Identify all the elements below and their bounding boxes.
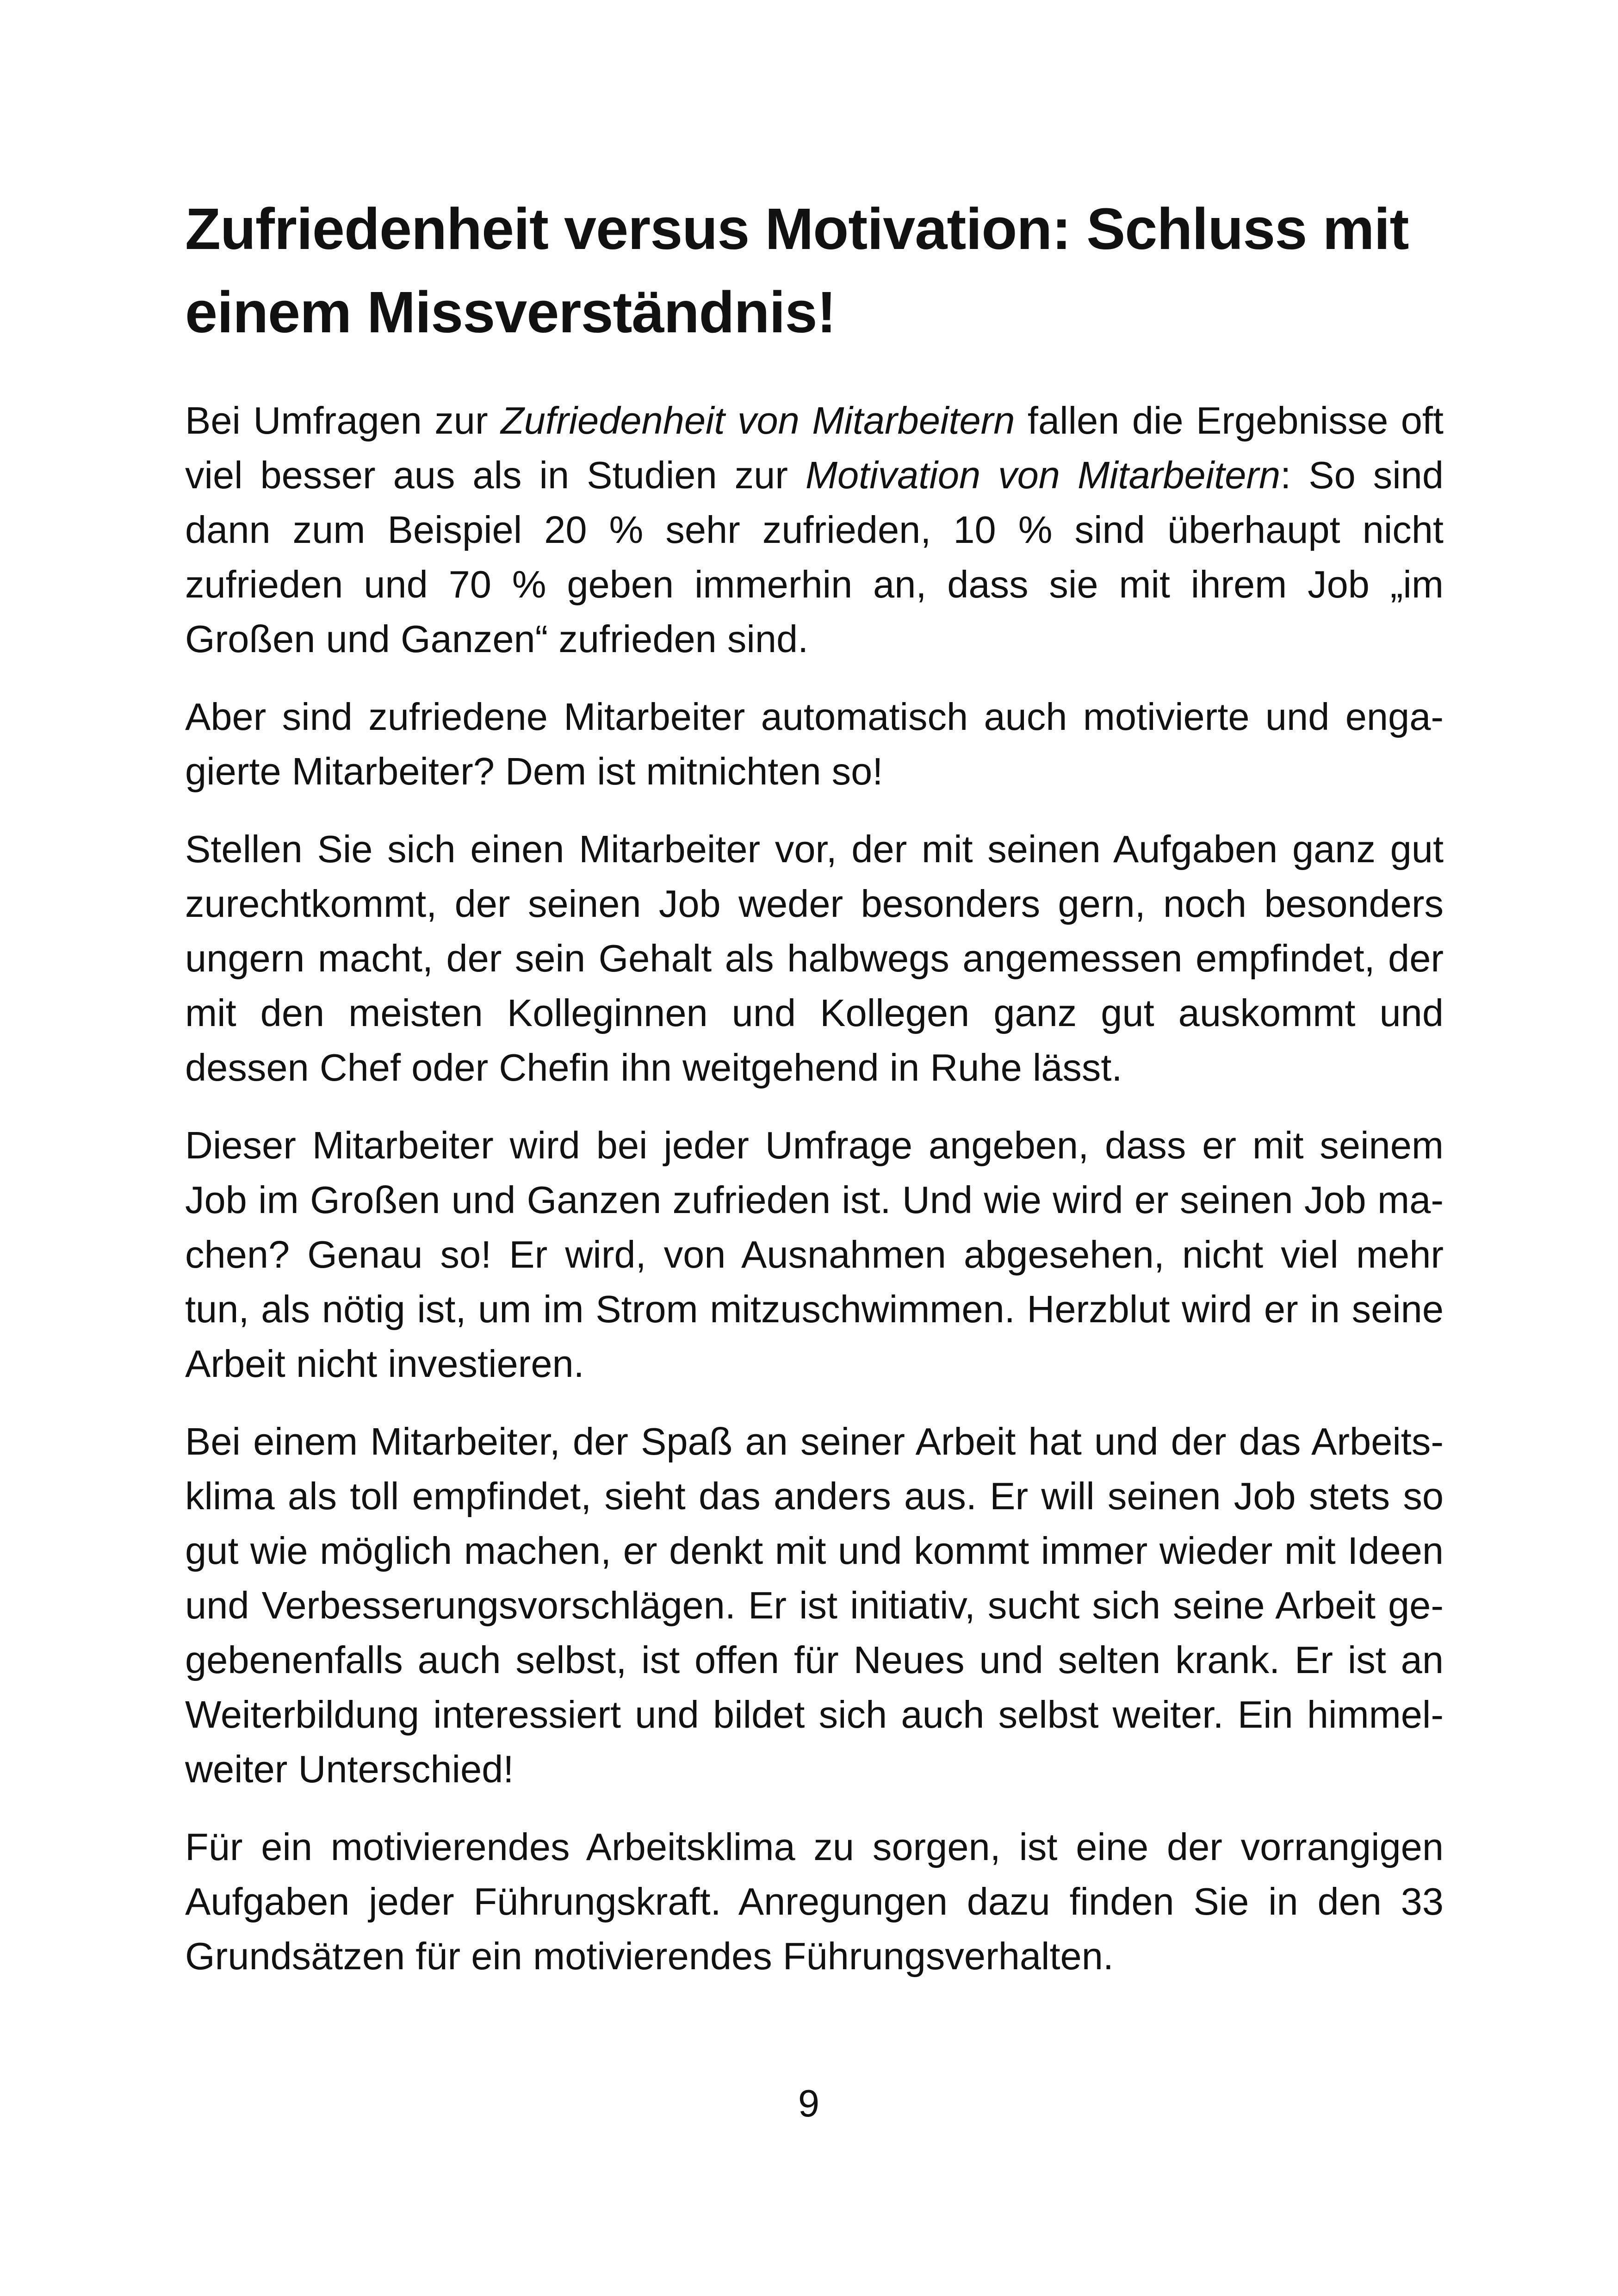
page-title: Zufriedenheit versus Motivation: Schluss mit einem Missverständnis! [185,196,1409,345]
paragraph-2: Aber sind zufriedene Mitarbeiter automatisch auch motivierte und engagierte Mitarbeiter? Dem ist mitnichten so! [185,695,1444,793]
paragraph-1-text-c: fallen die Ergebnisse oft viel besser aus als in Studien zur [185,399,1444,497]
paragraph-6: Für ein motivierendes Arbeitsklima zu sorgen, ist eine der vorrangigen Aufgaben jeder Führungskraft. Anregungen dazu finden Sie in den 33 Grundsätzen für ein motivierendes Führungsverhalten. [185,1825,1444,1978]
paragraph-1-emphasis-satisfaction: Zufriedenheit von Mitarbeitern [501,399,1015,442]
paragraph-3: Stellen Sie sich einen Mitarbeiter vor, der mit seinen Aufgaben ganz gut zurechtkommt, der seinen Job weder besonders gern, noch besonders ungern macht, der sein Gehalt als halbwegs angemessen empfindet, der mit den meisten Kolleginnen und Kollegen ganz gut auskommt und dessen Chef oder Chefin ihn weitgehend in Ruhe lässt. [185,828,1444,1089]
paragraph-1 [185,393,1444,666]
paragraph-1-text-e: : So sind dann zum Beispiel 20 % sehr zufrieden, 10 % sind überhaupt nicht zufrieden und 70 % geben immerhin an, dass sie mit ihrem Job „im Großen und Ganzen“ zufrieden sind. [185,454,1444,660]
paragraph-1-emphasis-motivation: Motivation von Mitarbeitern [805,454,1281,497]
paragraph-4: Dieser Mitarbeiter wird bei jeder Umfrage angeben, dass er mit seinem Job im Großen und Ganzen zufrieden ist. Und wie wird er seinen Job machen? Genau so! Er wird, von Ausnahmen abgesehen, nicht viel mehr tun, als nötig ist, um im Strom mitzuschwimmen. Herzblut wird er in seine Arbeit nicht investieren. [185,1124,1444,1385]
page-number: 9 [798,2082,820,2125]
body-text [185,393,1444,2007]
paragraph-5: Bei einem Mitarbeiter, der Spaß an seiner Arbeit hat und der das Arbeitsklima als toll empfindet, sieht das anders aus. Er will seinen Job stets so gut wie möglich machen, er denkt mit und kommt immer wieder mit Ideen und Verbesserungsvorschlägen. Er ist initiativ, sucht sich seine Arbeit gegebenenfalls auch selbst, ist offen für Neues und selten krank. Er ist an Weiterbildung interessiert und bildet sich auch selbst weiter. Ein himmelweiter Unterschied! [185,1420,1444,1791]
paragraph-1-text-a: Bei Umfragen zur [185,399,501,442]
